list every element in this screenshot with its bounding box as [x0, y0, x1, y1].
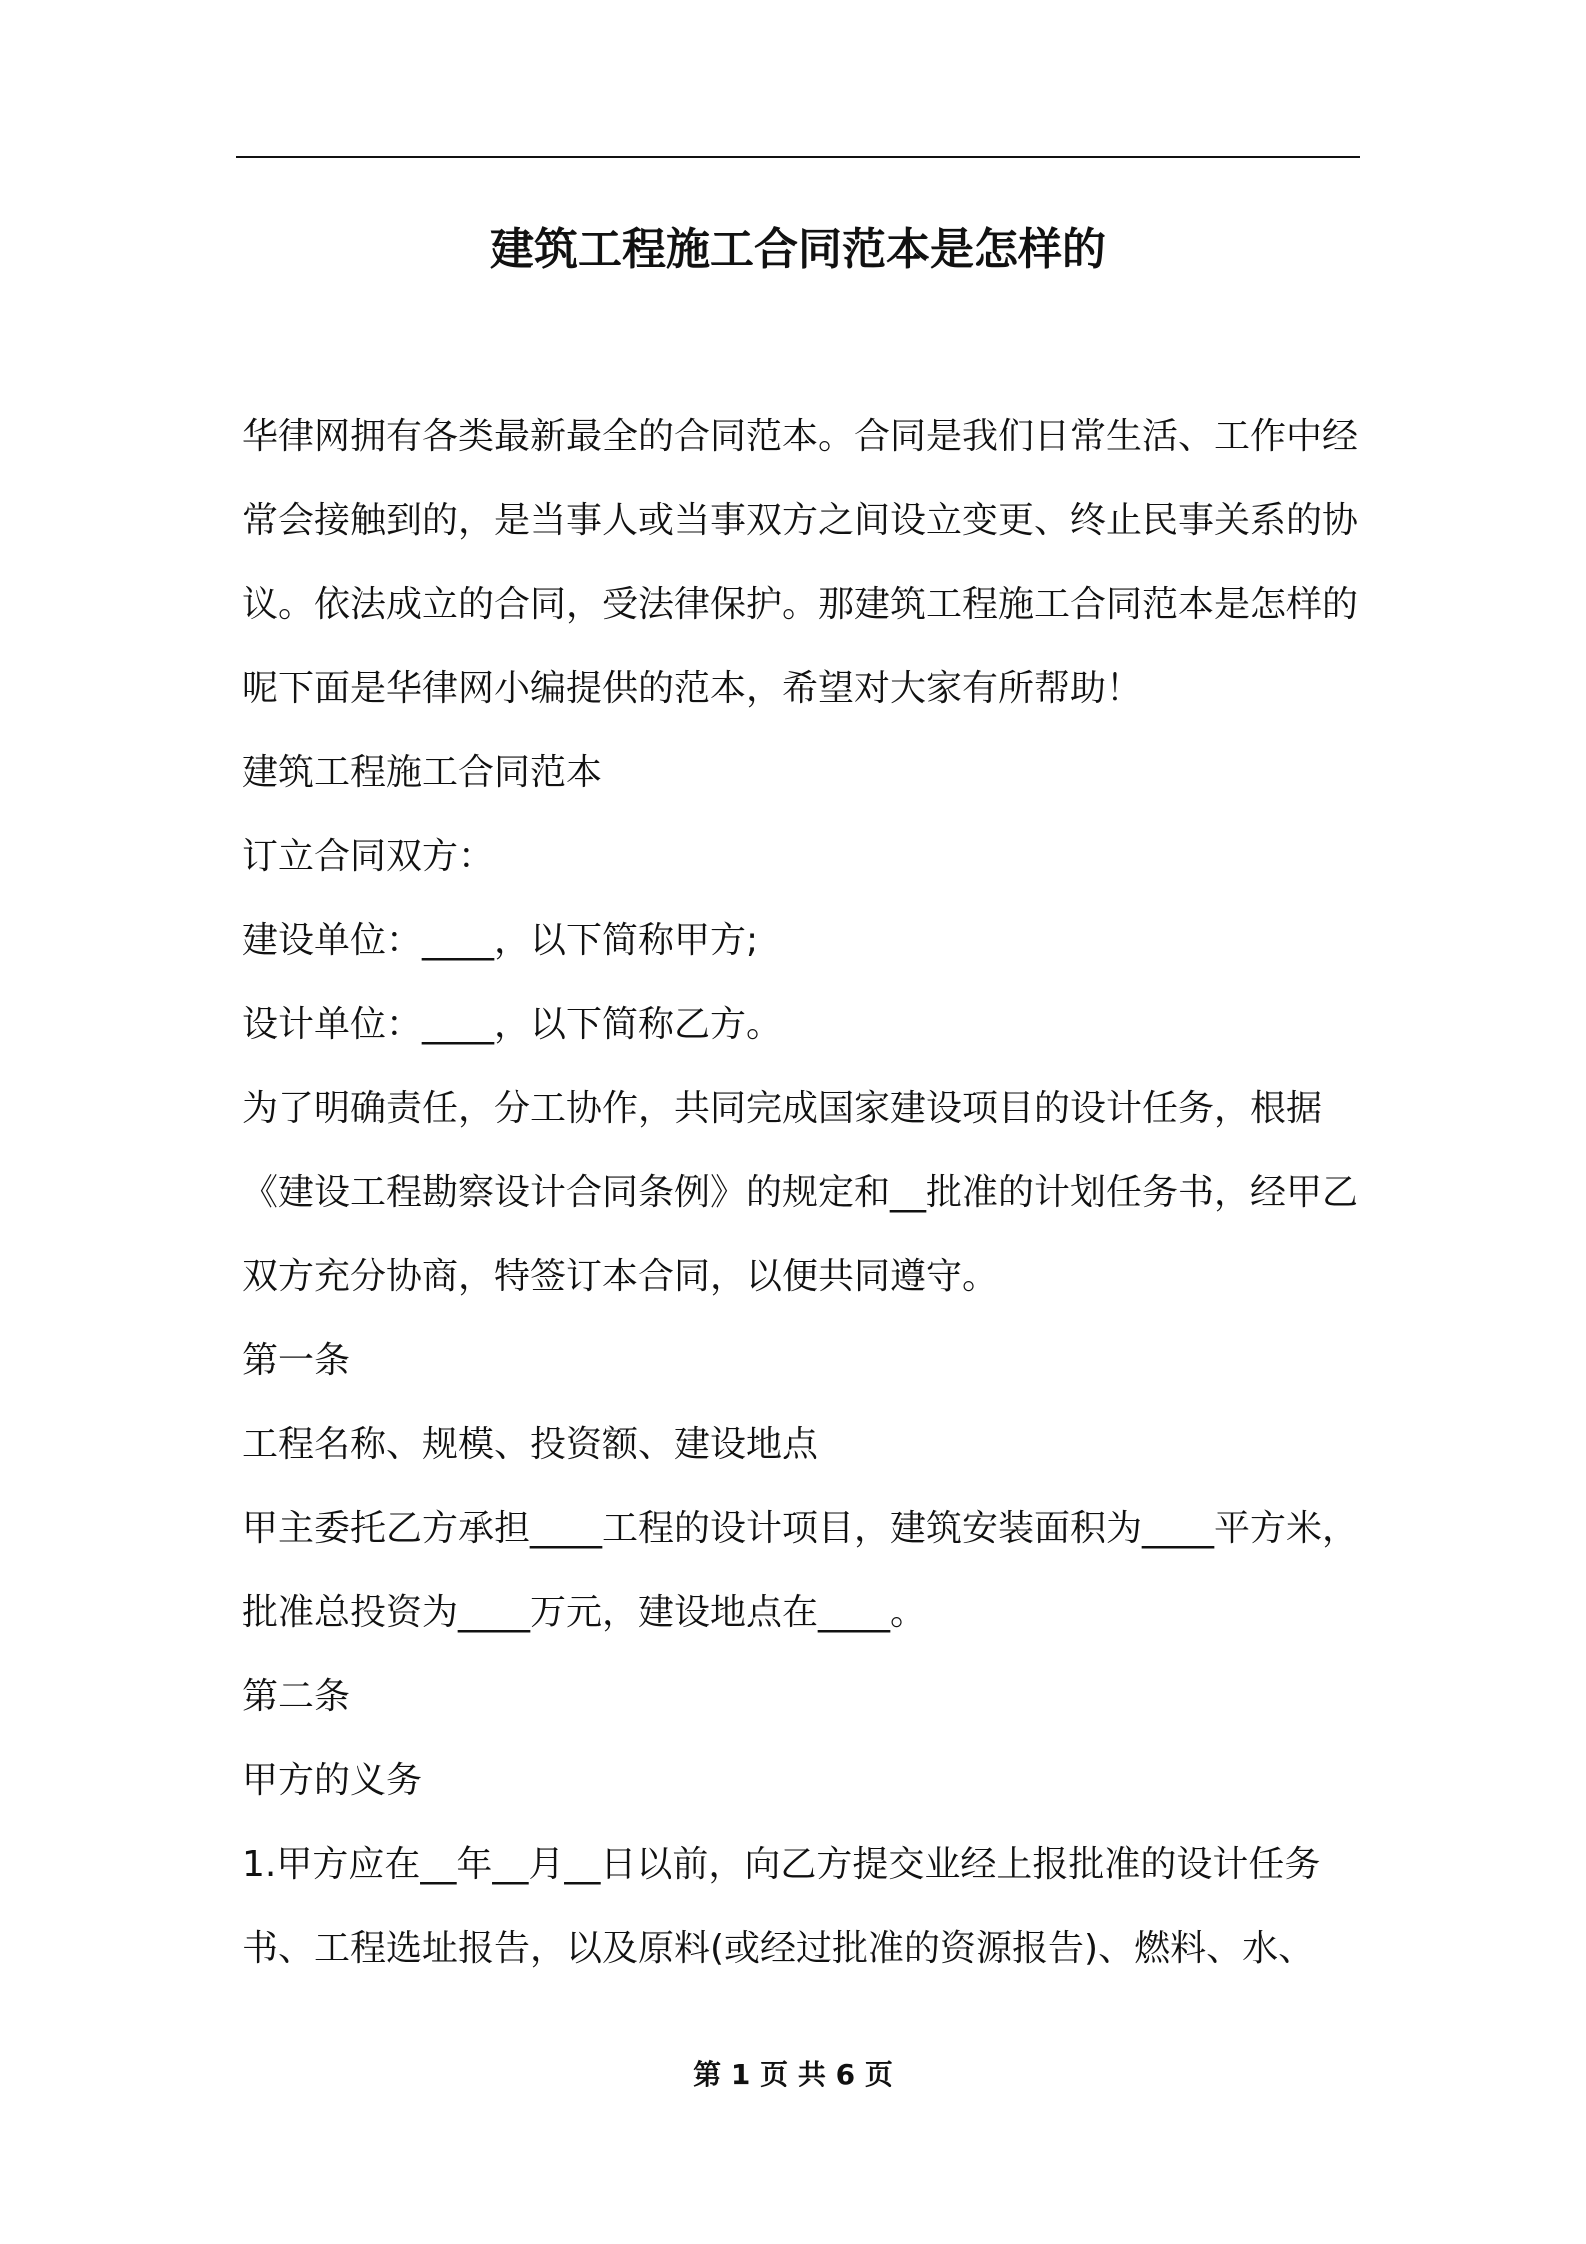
party-a-line: 建设单位：____，以下简称甲方; — [242, 920, 759, 961]
document-body — [242, 395, 1360, 1991]
header-rule — [236, 156, 1360, 158]
party-b-line: 设计单位：____，以下简称乙方。 — [242, 1004, 783, 1045]
article-1-heading: 第一条 — [242, 1340, 351, 1381]
page-number-footer: 第 1 页 共 6 页 — [693, 2058, 893, 2091]
intro-paragraph: 华律网拥有各类最新最全的合同范本。合同是我们日常生活、工作中经常会接触到的，是当事人或当事双方之间设立变更、终止民事关系的协议。依法成立的合同，受法律保护。那建筑工程施工合同范本是怎样的呢下面是华律网小编提供的范本，希望对大家有所帮助！ — [242, 416, 1359, 709]
article-2-title: 甲方的义务 — [242, 1760, 423, 1801]
purpose-paragraph: 为了明确责任，分工协作，共同完成国家建设项目的设计任务，根据《建设工程勘察设计合同条例》的规定和__批准的计划任务书，经甲乙双方充分协商，特签订本合同，以便共同遵守。 — [242, 1088, 1359, 1297]
article-1-title: 工程名称、规模、投资额、建设地点 — [242, 1424, 819, 1465]
article-2-heading: 第二条 — [242, 1676, 351, 1717]
document-title: 建筑工程施工合同范本是怎样的 — [490, 224, 1106, 275]
contract-heading: 建筑工程施工合同范本 — [242, 752, 603, 793]
article-2-item-1: 1.甲方应在__年__月__日以前，向乙方提交业经上报批准的设计任务书、工程选址报告，以及原料(或经过批准的资源报告)、燃料、水、 — [242, 1844, 1321, 1969]
article-1-body: 甲主委托乙方承担____工程的设计项目，建筑安装面积为____平方米，批准总投资为____万元，建设地点在____。 — [242, 1508, 1359, 1633]
parties-label: 订立合同双方： — [242, 836, 495, 877]
